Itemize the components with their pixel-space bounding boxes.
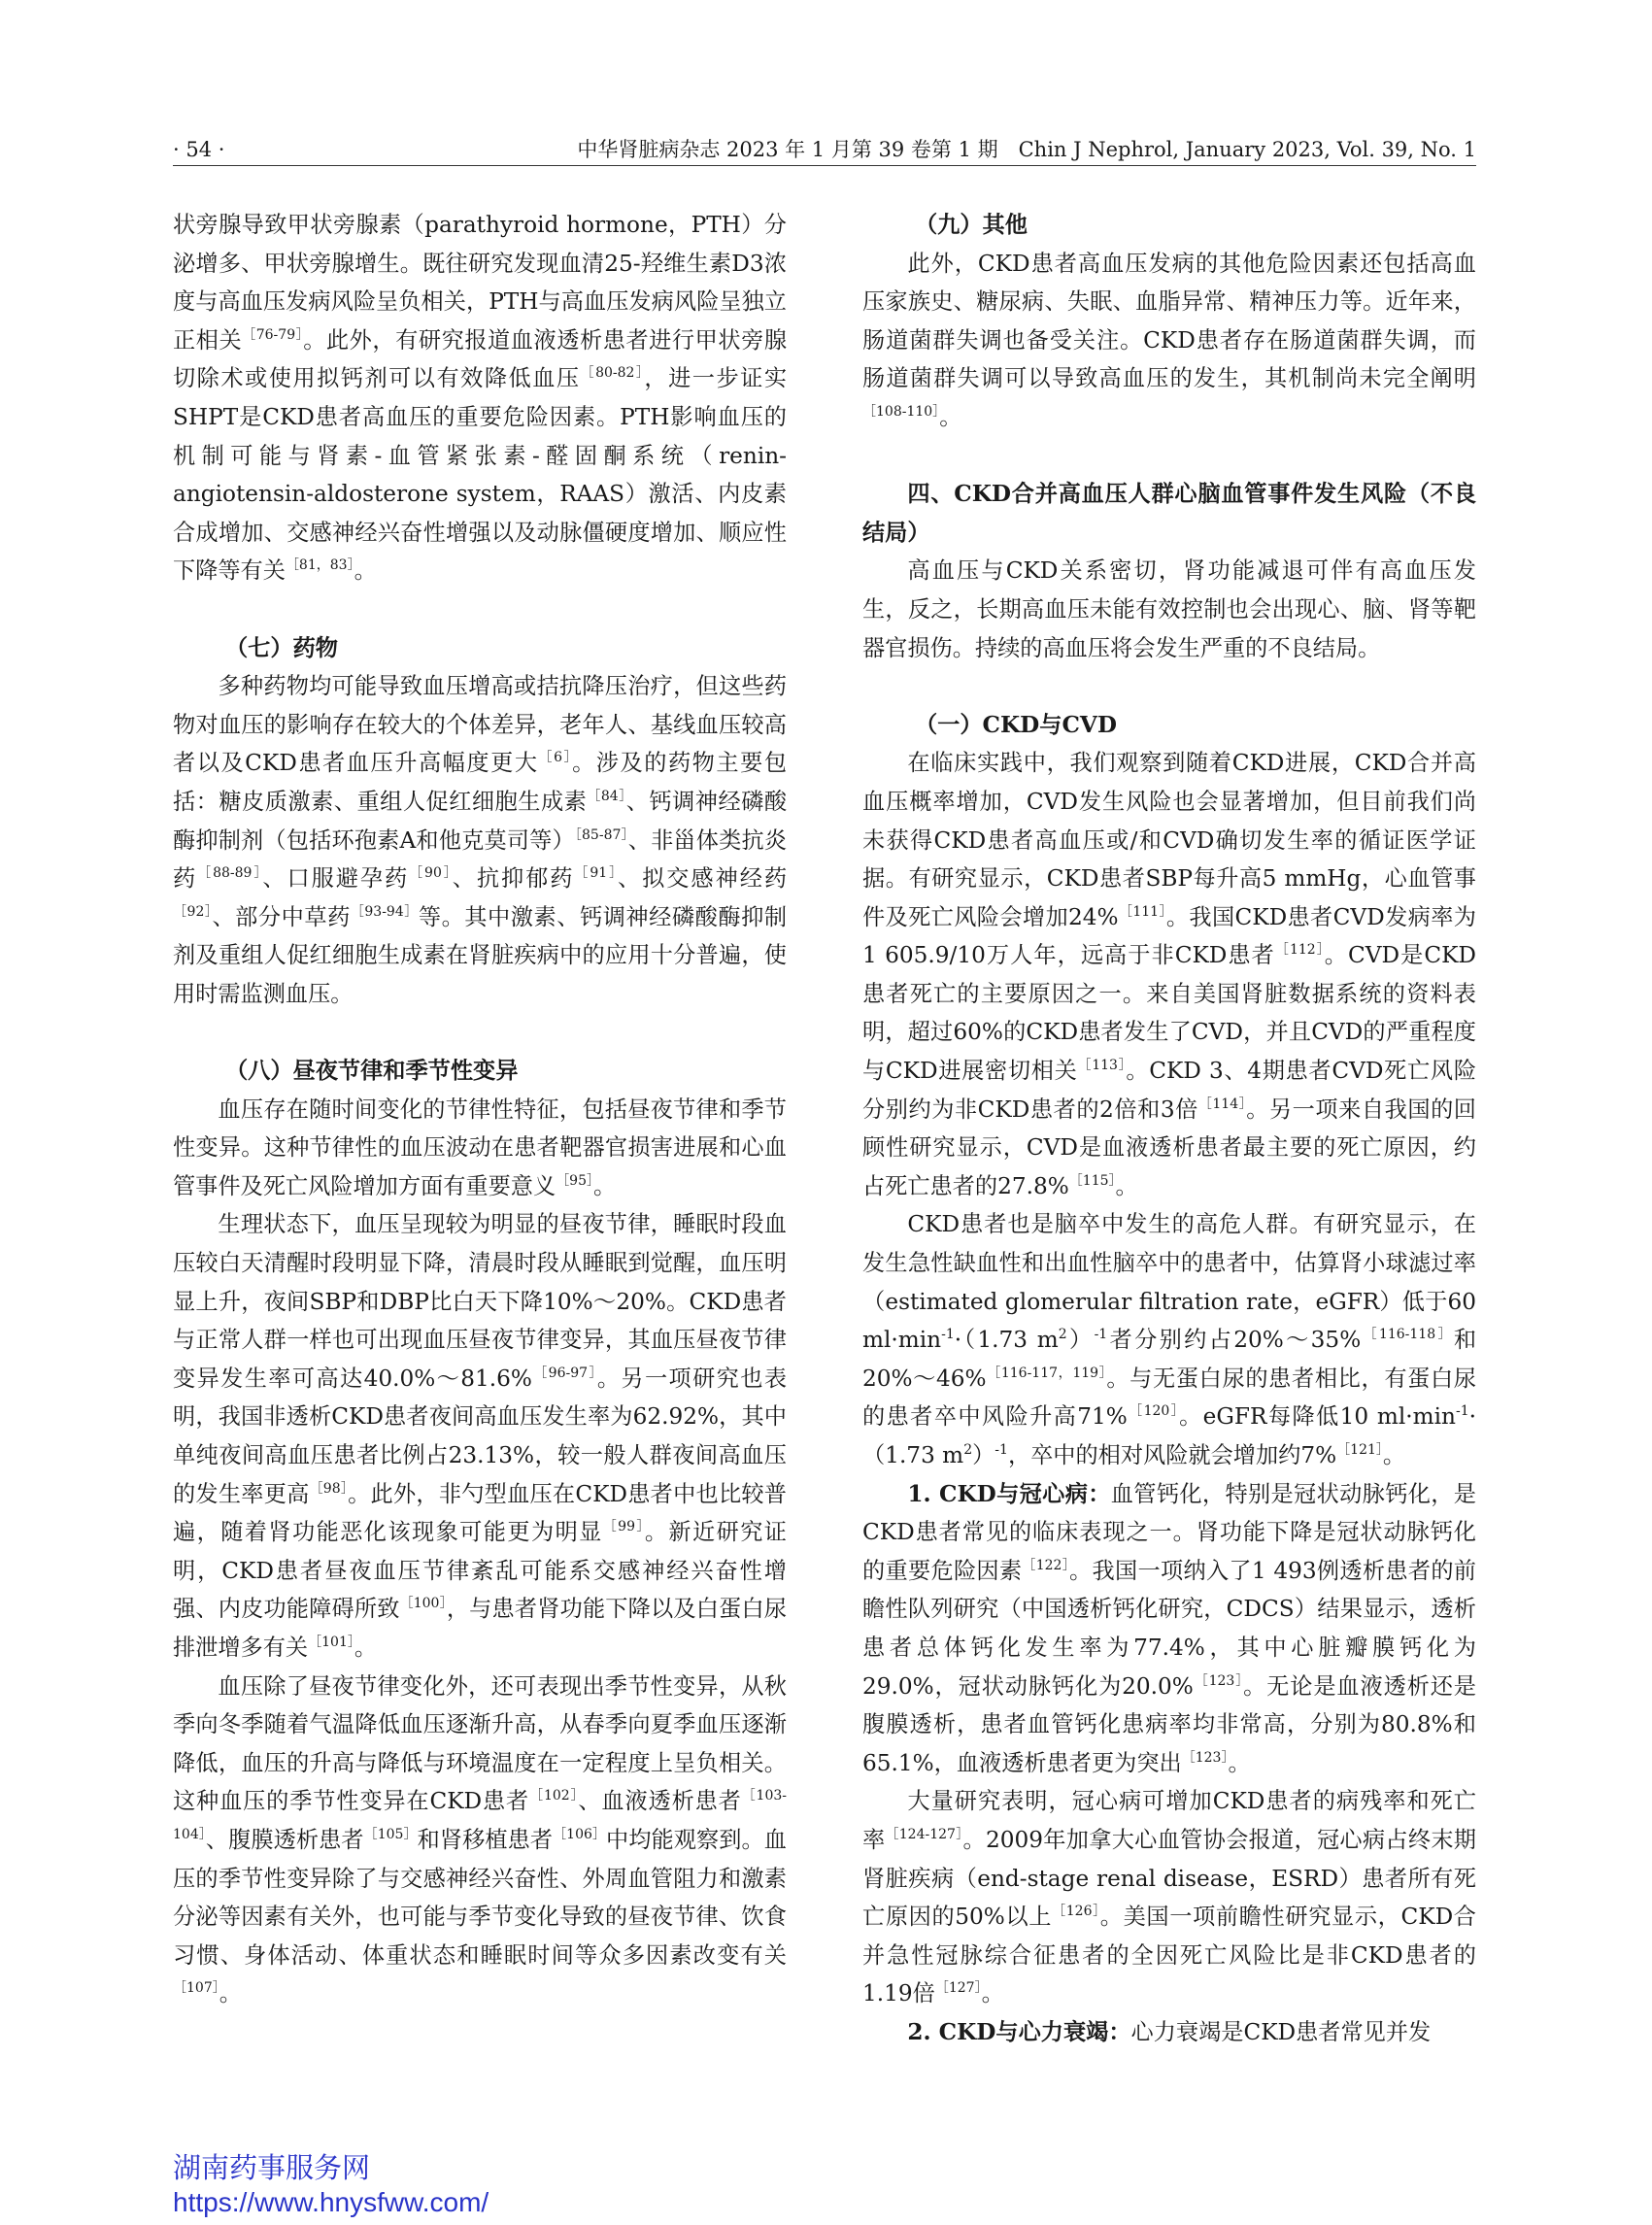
citation[interactable]: ［88-89］ <box>197 865 263 882</box>
citation[interactable]: ［103-104］ <box>173 1788 788 1842</box>
paragraph-coronary: 1. CKD与冠心病：血管钙化，特别是冠状动脉钙化，是CKD患者常见的临床表现之一。肾功能下降是冠状动脉钙化的重要危险因素$^{[122]}$。我国一项纳入了1 493例透析患者的前瞻性队列研究（中国透析钙化研究，CDCS）结果显示，透析患者总体钙化发生率为77.4%，其中心脏瓣膜钙化为29.0%，冠状动脉钙化为20.0%$^{[123]}$。无论是血液透析还是腹膜透析，患者血管钙化患病率均非常高，分别为80.8%和65.1%，血液透析患者更为突出$^{[123]}$。 <box>862 1480 1476 1776</box>
citation[interactable]: ［116-118］ <box>1361 1327 1454 1343</box>
citation[interactable]: ［123］ <box>1193 1672 1244 1689</box>
watermark <box>173 2151 489 2219</box>
paragraph-outcomes: 高血压与CKD关系密切，肾功能减退可伴有高血压发生，反之，长期高血压未能有效控制也会出现心、脑、肾等靶器官损伤。持续的高血压将会发生严重的不良结局。 <box>862 557 1476 661</box>
citation[interactable]: ［106］ <box>553 1826 607 1842</box>
citation[interactable]: ［76-79］ <box>242 326 304 343</box>
citation[interactable]: ［108-110］ <box>862 403 940 420</box>
left-column <box>173 206 787 2013</box>
paragraph-drugs: 多种药物均可能导致血压增高或拮抗降压治疗，但这些药物对血压的影响存在较大的个体差异，老年人、基线血压较高者以及CKD患者血压升高幅度更大$^{[6]}$。涉及的药物主要包括：糖皮质激素、重组人促红细胞生成素$^{[84]}$、钙调神经磷酸酶抑制剂（包括环孢素A和他克莫司等）$^{[85-87]}$、非甾体类抗炎药$^{[88-89]}$、口服避孕药$^{[90]}$、抗抑郁药$^{[91]}$、拟交感神经药$^{[92]}$、部分中草药$^{[93-94]}$等。其中激素、钙调神经磷酸酶抑制剂及重组人促红细胞生成素在肾脏疾病中的应用十分普遍，使用时需监测血压。 <box>173 673 788 1007</box>
citation[interactable]: ［115］ <box>1068 1172 1116 1189</box>
paragraph-ckd-cvd: 在临床实践中，我们观察到随着CKD进展，CKD合并高血压概率增加，CVD发生风险也会显著增加，但目前我们尚未获得CKD患者高血压或/和CVD确切发生率的循证医学证据。有研究显示，CKD患者SBP每升高5 mmHg，心血管事件及死亡风险会增加24%$^{[111]}$。我国CKD患者CVD发病率为1 605.9/10万人年，远高于非CKD患者$^{[112]}$。CVD是CKD患者死亡的主要原因之一。来自美国肾脏数据系统的资料表明，超过60%的CKD患者发生了CVD，并且CVD的严重程度与CKD进展密切相关$^{[113]}$。CKD 3、4期患者CVD死亡风险分别约为非CKD患者的2倍和3倍$^{[114]}$。另一项来自我国的回顾性研究显示，CVD是血液透析患者最主要的死亡原因，约占死亡患者的27.8%$^{[115]}$。 <box>862 750 1477 1199</box>
citation[interactable]: ［85-87］ <box>574 826 628 843</box>
citation[interactable]: ［84］ <box>587 788 626 804</box>
citation[interactable]: ［102］ <box>529 1788 579 1804</box>
citation[interactable]: ［95］ <box>556 1172 594 1189</box>
citation[interactable]: ［112］ <box>1274 942 1325 959</box>
paragraph-pth: 状旁腺导致甲状旁腺素（parathyroid hormone，PTH）分泌增多、甲状旁腺增生。既往研究发现血清25-羟维生素D3浓度与高血压发病风险呈负相关，PTH与高血压发病风险呈独立正相关$^{[76-79]}$。此外，有研究报道血液透析患者进行甲状旁腺切除术或使用拟钙剂可以有效降低血压$^{[80-82]}$，进一步证实SHPT是CKD患者高血压的重要危险因素。PTH影响血压的机制可能与肾素-血管紧张素-醛固酮系统（renin-angiotensin-aldosterone system，RAAS）激活、内皮素合成增加、交感神经兴奋性增强以及动脉僵硬度增加、顺应性下降等有关$^{[81,83]}$。 <box>173 212 788 585</box>
citation[interactable]: ［80-82］ <box>580 365 645 382</box>
section-heading-drugs: （七）药物 <box>225 634 338 661</box>
header-rule <box>173 165 1476 166</box>
section-heading-other: （九）其他 <box>915 212 1028 238</box>
citation[interactable]: ［99］ <box>602 1519 645 1535</box>
citation[interactable]: ［6］ <box>538 750 573 766</box>
journal-citation: 中华肾脏病杂志 2023 年 1 月第 39 卷第 1 期 Chin J Nephrol, January 2023, Vol. 39, No. 1 <box>577 138 1476 161</box>
paragraph-heart-failure: 2. CKD与心力衰竭：心力衰竭是CKD患者常见并发 <box>907 2018 1432 2045</box>
citation[interactable]: ［100］ <box>399 1596 447 1612</box>
citation[interactable]: ［120］ <box>1127 1403 1180 1420</box>
section-heading-ckd-cvd: （一）CKD与CVD <box>915 711 1118 738</box>
runin-heading: 2. CKD与心力衰竭： <box>907 2018 1131 2045</box>
paragraph-mortality: 大量研究表明，冠心病可增加CKD患者的病残率和死亡率$^{[124-127]}$。2009年加拿大心血管协会报道，冠心病占终末期肾脏疾病（end-stage renal disease，ESRD）患者所有死亡原因的50%以上$^{[126]}$。美国一项前瞻性研究显示，CKD合并急性冠脉综合征患者的全因死亡风险比是非CKD患者的1.19倍$^{[127]}$。 <box>862 1788 1476 2007</box>
paragraph-other: 此外，CKD患者高血压发病的其他危险因素还包括高血压家族史、糖尿病、失眠、血脂异常、精神压力等。近年来，肠道菌群失调也备受关注。CKD患者存在肠道菌群失调，而肠道菌群失调可以导致高血压的发生，其机制尚未完全阐明$^{[108-110]}$。 <box>862 250 1476 430</box>
citation[interactable]: ［121］ <box>1336 1442 1383 1458</box>
citation[interactable]: ［96-97］ <box>531 1365 597 1381</box>
citation[interactable]: ［113］ <box>1077 1058 1127 1074</box>
citation[interactable]: ［122］ <box>1022 1557 1070 1573</box>
citation[interactable]: ［81，83］ <box>285 557 354 574</box>
right-column <box>862 206 1476 2052</box>
watermark-url[interactable]: https://www.hnysfww.com/ <box>173 2187 489 2217</box>
section-heading-rhythm: （八）昼夜节律和季节性变异 <box>225 1058 519 1085</box>
section-heading-outcomes: 四、CKD合并高血压人群心脑血管事件发生风险（不良结局） <box>862 481 1476 546</box>
citation[interactable]: ［116-117，119］ <box>986 1365 1107 1381</box>
citation[interactable]: ［127］ <box>934 1980 982 1997</box>
citation[interactable]: ［107］ <box>173 1980 219 1997</box>
citation[interactable]: ［101］ <box>308 1634 354 1650</box>
watermark-name: 湖南药事服务网 <box>173 2153 371 2184</box>
citation[interactable]: ［91］ <box>574 865 619 882</box>
running-header <box>173 134 1476 165</box>
citation[interactable]: ［123］ <box>1181 1749 1229 1766</box>
paragraph-seasonal: 血压除了昼夜节律变化外，还可表现出季节性变异，从秋季向冬季随着气温降低血压逐渐升高，从春季向夏季血压逐渐降低，血压的升高与降低与环境温度在一定程度上呈负相关。这种血压的季节性变异在CKD患者$^{[102]}$、血液透析患者$^{[103-104]}$、腹膜透析患者$^{[105]}$和肾移植患者$^{[106]}$中均能观察到。血压的季节性变异除了与交感神经兴奋性、外周血管阻力和激素分泌等因素有关外，也可能与季节变化导致的昼夜节律、饮食习惯、身体活动、体重状态和睡眠时间等众多因素改变有关$^{[107]}$。 <box>173 1672 788 2007</box>
citation[interactable]: ［124-127］ <box>885 1826 963 1842</box>
citation[interactable]: ［93-94］ <box>350 903 419 920</box>
paragraph-rhythm-intro: 血压存在随时间变化的节律性特征，包括昼夜节律和季节性变异。这种节律性的血压波动在患者靶器官损害进展和心血管事件及死亡风险增加方面有重要意义$^{[95]}$。 <box>173 1096 787 1199</box>
runin-heading: 1. CKD与冠心病： <box>907 1480 1111 1507</box>
paragraph-circadian: 生理状态下，血压呈现较为明显的昼夜节律，睡眠时段血压较白天清醒时段明显下降，清晨时段从睡眠到觉醒，血压明显上升，夜间SBP和DBP比白天下降10%～20%。CKD患者与正常人群一样也可出现血压昼夜节律变异，其血压昼夜节律变异发生率可高达40.0%～81.6%$^{[96-97]}$。另一项研究也表明，我国非透析CKD患者夜间高血压发生率为62.92%，其中单纯夜间高血压患者比例占23.13%，较一般人群夜间高血压的发生率更高$^{[98]}$。此外，非勺型血压在CKD患者中也比较普遍，随着肾功能恶化该现象可能更为明显$^{[99]}$。新近研究证明，CKD患者昼夜血压节律紊乱可能系交感神经兴奋性增强、内皮功能障碍所致$^{[100]}$，与患者肾功能下降以及白蛋白尿排泄增多有关$^{[101]}$。 <box>173 1211 788 1661</box>
citation[interactable]: ［98］ <box>309 1480 349 1497</box>
paragraph-stroke: CKD患者也是脑卒中发生的高危人群。有研究显示，在发生急性缺血性和出血性脑卒中的患者中，估算肾小球滤过率（estimated glomerular filtration rate，eGFR）低于60 $ml\cdot\min^{-1}\cdot(1.73$ $m^2)^{-1}$者分别约占20%～35%$^{[116-118]}$和20%～46%$^{[116-117,119]}$。与无蛋白尿的患者相比，有蛋白尿的患者卒中风险升高71%$^{[120]}$。eGFR每降低10 $ml\cdot\min^{-1}\cdot(1.73$ $m^2)^{-1}$，卒中的相对风险就会增加约7%$^{[121]}$。 <box>862 1211 1477 1468</box>
citation[interactable]: ［92］ <box>173 903 213 920</box>
citation[interactable]: ［114］ <box>1197 1096 1247 1112</box>
citation[interactable]: ［111］ <box>1118 903 1166 920</box>
page-number: · 54 · <box>173 138 225 161</box>
citation[interactable]: ［126］ <box>1052 1904 1100 1920</box>
citation[interactable]: ［105］ <box>363 1826 418 1842</box>
citation[interactable]: ［90］ <box>409 865 453 882</box>
